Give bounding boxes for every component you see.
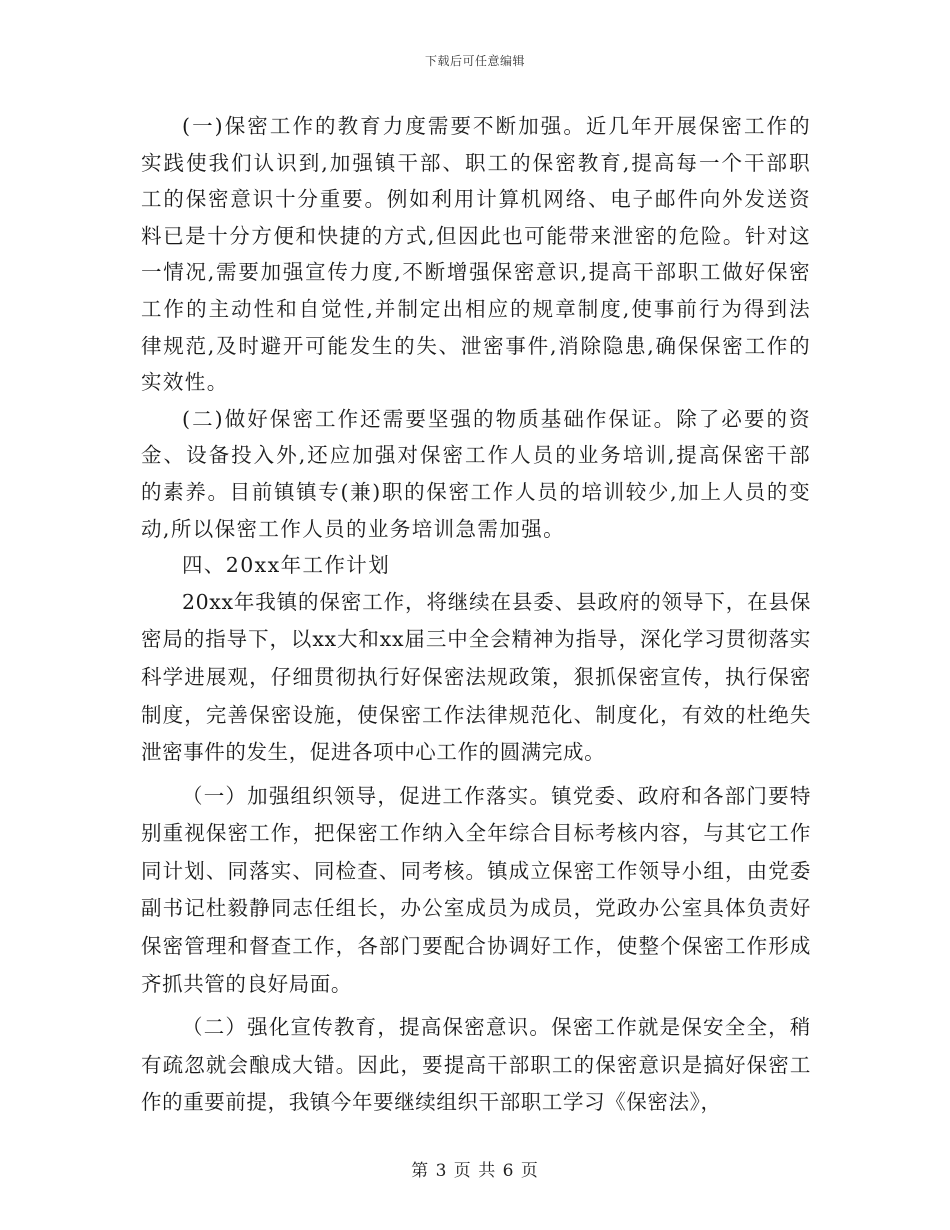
page-number: 第 3 页 共 6 页 [411,1161,539,1181]
paragraph-material-foundation: (二)做好保密工作还需要坚强的物质基础作保证。除了必要的资金、设备投入外,还应加强对保密工作人员的业务培训,提高保密干部的素养。目前镇镇专(兼)职的保密工作人员的培训较少,加上人员的变动,所以保密工作人员的业务培训急需加强。 [141,406,812,541]
document-body [141,108,811,1122]
paragraph-education: (一)保密工作的教育力度需要不断加强。近几年开展保密工作的实践使我们认识到,加强镇干部、职工的保密教育,提高每一个干部职工的保密意识十分重要。例如利用计算机网络、电子邮件向外发送资料已是十分方便和快捷的方式,但因此也可能带来泄密的危险。针对这一情况,需要加强宣传力度,不断增强保密意识,提高干部职工做好保密工作的主动性和自觉性,并制定出相应的规章制度,使事前行为得到法律规范,及时避开可能发生的失、泄密事件,消除隐患,确保保密工作的实效性。 [141,114,812,395]
paragraph-organization-leadership: （一）加强组织领导，促进工作落实。镇党委、政府和各部门要特别重视保密工作，把保密工作纳入全年综合目标考核内容，与其它工作同计划、同落实、同检查、同考核。镇成立保密工作领导小组，由党委副书记杜毅静同志任组长，办公室成员为成员，党政办公室具体负责好保密管理和督查工作，各部门要配合协调好工作，使整个保密工作形成齐抓共管的良好局面。 [141,783,811,996]
paragraph-plan-overview: 20xx年我镇的保密工作，将继续在县委、县政府的领导下，在县保密局的指导下，以xx大和xx届三中全会精神为指导，深化学习贯彻落实科学进展观，仔细贯彻执行好保密法规政策，狠抓保密宣传，执行保密制度，完善保密设施，使保密工作法律规范化、制度化，有效的杜绝失泄密事件的发生，促进各项中心工作的圆满完成。 [141,589,811,765]
section-heading-work-plan: 四、20xx年工作计划 [182,553,391,578]
page-header-note: 下载后可任意编辑 [424,54,525,68]
paragraph-publicity-education: （二）强化宣传教育，提高保密意识。保密工作就是保安全全，稍有疏忽就会酿成大错。因此，要提高干部职工的保密意识是搞好保密工作的重要前提，我镇今年要继续组织干部职工学习《保密法》， [141,1015,811,1115]
